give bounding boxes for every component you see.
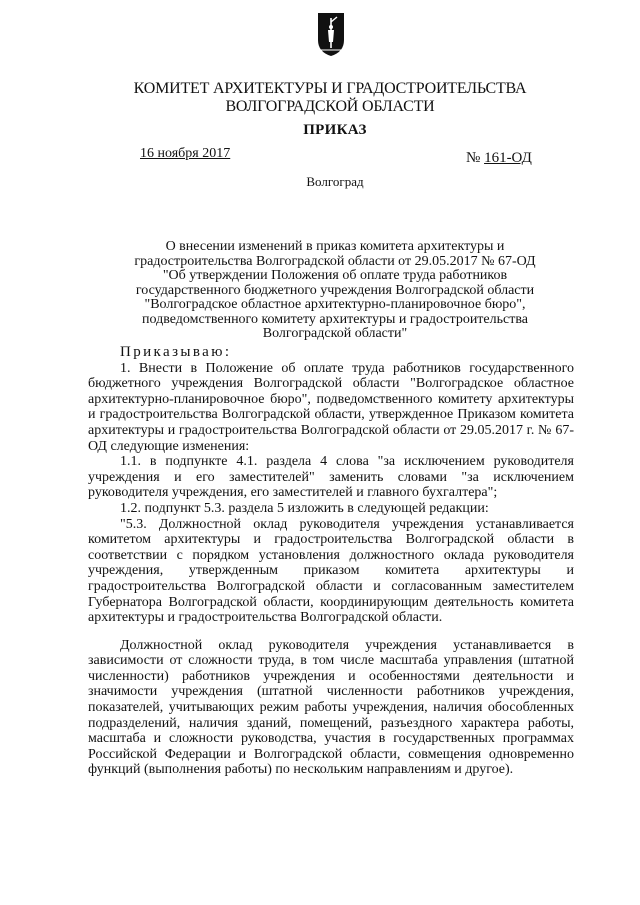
organization-name-line-1: КОМИТЕТ АРХИТЕКТУРЫ И ГРАДОСТРОИТЕЛЬСТВА (133, 80, 527, 97)
document-city: Волгоград (306, 174, 364, 189)
document-number-value: 161-ОД (484, 150, 532, 166)
paragraph-1-2: 1.2. подпункт 5.3. раздела 5 изложить в следующей редакции: (120, 500, 489, 516)
subject-line: Волгоградской области" (262, 326, 408, 341)
document-date: 16 ноября 2017 (140, 146, 231, 161)
document-subject (110, 240, 560, 342)
subject-line: государственного бюджетного учреждения Волгоградской области (135, 282, 535, 298)
subject-line: подведомственного комитету архитектуры и градостроительства (142, 311, 528, 327)
paragraph-1: 1. Внести в Положение об оплате труда работников государственного бюджетного учреждения Волгоградской области "Волгоградское областное архитектурно-планировочное бюро", подведомственного комитету архитектуры и градостроительства Волгоградской области, утвержденное Приказом комитета архитектуры и градостроительства Волгоградской области от 29.05.2017 г. № 67-ОД следующие изменения: (88, 360, 574, 454)
subject-line: градостроительства Волгоградской области от 29.05.2017 № 67-ОД (134, 253, 536, 269)
document-number-prefix: № (466, 150, 485, 166)
organization-name (0, 80, 640, 116)
document-number (466, 150, 532, 167)
organization-name-line-2: ВОЛГОГРАДСКОЙ ОБЛАСТИ (225, 98, 435, 115)
coat-of-arms-icon (316, 12, 346, 57)
document-type: ПРИКАЗ (303, 122, 367, 138)
paragraph-1-1: 1.1. в подпункте 4.1. раздела 4 слова "за исключением руководителя учреждения и его заместителей" заменить словами "за исключением руководителя учреждения, его заместителей и главного бухгалтера"; (88, 454, 574, 501)
document-body (88, 345, 574, 778)
order-word: Приказываю: (120, 344, 232, 360)
subject-line: "Об утверждении Положения об оплате труда работников (162, 268, 508, 283)
paragraph-5-3: "5.3. Должностной оклад руководителя учреждения устанавливается комитетом архитектуры и градостроительства Волгоградской области в соответствии с порядком установления должностного оклада руководителя учреждения, утвержденным приказом комитета архитектуры и градостроительства Волгоградской области и согласованным заместителем Губернатора Волгоградской области, координирующим деятельность комитета архитектуры и градостроительства Волгоградской области. (88, 516, 574, 626)
paragraph-salary-factors: Должностной оклад руководителя учреждения устанавливается в зависимости от сложности труда, в том числе масштаба управления (штатной численности) работников учреждения и особенностями деятельности и значимости учреждения (штатной численности работников учреждения, показателей, учитывающих режим работы учреждения, наличия обособленных подразделений, наличия зданий, помещений, разъездного характера работы, масштаба и сложности руководства, участия в государственных программах Российской Федерации и Волгоградской области, совмещения одновременно функций (выполнения работы) по нескольким направлениям и другое). (88, 637, 574, 778)
subject-line: О внесении изменений в приказ комитета архитектуры и (165, 239, 505, 254)
subject-line: "Волгоградское областное архитектурно-планировочное бюро", (144, 297, 526, 312)
